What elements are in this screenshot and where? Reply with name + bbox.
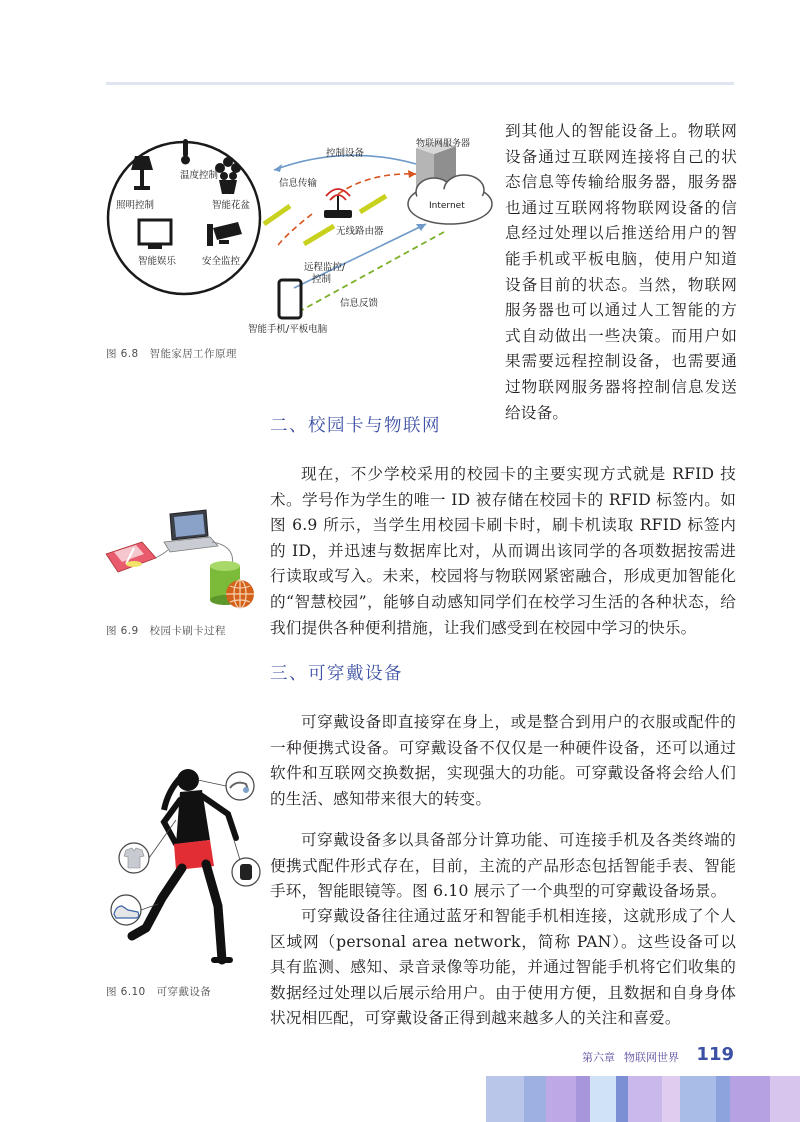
caption-number: 图 6.8 xyxy=(106,348,139,360)
card-reader-icon xyxy=(106,542,156,572)
top-rule xyxy=(106,82,734,85)
caption-6-8 xyxy=(106,346,237,361)
caption-6-9 xyxy=(106,623,226,638)
label-remote-monitor: 远程监控/ xyxy=(304,262,346,273)
label-smart-flowerpot: 智能花盆 xyxy=(212,200,251,211)
smart-shoe-icon xyxy=(111,895,141,925)
internet-cloud-icon xyxy=(408,175,492,224)
figure-6-9-campus-card xyxy=(104,506,264,616)
section-heading-wearable: 三、可穿戴设备 xyxy=(270,664,403,684)
paragraph-wearable-intro: 可穿戴设备即直接穿在身上，或是整合到用户的衣服或配件的一种便携式设备。可穿戴设备不仅仅是一种硬件设备，还可以通过软件和互联网交换数据，实现强大的功能。可穿戴设备将会给人们的生活、感知带来很大的转变。 xyxy=(270,713,736,808)
wireless-bolt-right xyxy=(360,196,386,212)
caption-number: 图 6.9 xyxy=(106,625,139,637)
figure-6-10-wearable xyxy=(106,760,266,975)
caption-text: 智能家居工作原理 xyxy=(149,348,237,360)
caption-6-10 xyxy=(106,984,211,999)
label-temp-control: 温度控制 xyxy=(180,170,219,181)
figure-6-8-smart-home xyxy=(104,116,499,336)
label-control-device: 控制设备 xyxy=(326,148,365,159)
label-internet: Internet xyxy=(429,201,465,211)
caption-text: 校园卡刷卡过程 xyxy=(149,625,226,637)
label-info-transfer: 信息传输 xyxy=(279,178,318,189)
label-info-feedback: 信息反馈 xyxy=(340,298,379,309)
wireless-bolt-left xyxy=(264,206,290,224)
paragraph-wearable-forms: 可穿戴设备多以具备部分计算功能、可连接手机及各类终端的便携式配件形式存在，目前，主流的产品形态包括智能手表、智能手环，智能眼镜等。图 6.10 展示了一个典型的可穿戴设备场景。 xyxy=(270,831,736,901)
laptop-icon xyxy=(164,510,218,552)
smart-glasses-icon xyxy=(226,772,254,800)
caption-number: 图 6.10 xyxy=(106,986,146,998)
label-remote-monitor-control: 控制 xyxy=(312,274,332,285)
label-security-monitor: 安全监控 xyxy=(202,256,241,267)
paragraph-campus-card: 现在，不少学校采用的校园卡的主要实现方式就是 RFID 技术。学号作为学生的唯一 ID 被存储在校园卡的 RFID 标签内。如图 6.9 所示，当学生用校园卡刷卡时，刷卡机读取 RFID 标签内的 ID，并迅速与数据库比对，从而调出该同学的各项数据按需进行读取或写入。未来，校园将与物联网紧密融合，形成更加智能化的“智慧校园”，能够自动感知同学们在校学习生活的各种状态，给我们提供各种便利措施，让我们感受到在校园中学习的快乐。 xyxy=(270,465,736,637)
paragraph-wearable-pan: 可穿戴设备往往通过蓝牙和智能手机相连接，这就形成了个人区域网（personal area network，简称 PAN）。这些设备可以具有监测、感知、录音录像等功能，并通过智能手机将它们收集的数据经过处理以后展示给用户。由于使用方便，且数据和自身身体状况相匹配，可穿戴设备正得到越来越多人的关注和喜爱。 xyxy=(270,907,736,1028)
label-light-control: 照明控制 xyxy=(116,200,155,211)
page-number: 119 xyxy=(696,1044,734,1065)
globe-icon xyxy=(226,580,254,608)
label-smart-entertainment: 智能娱乐 xyxy=(138,256,177,267)
running-footer xyxy=(573,1049,679,1065)
footer-chapter: 第六章 xyxy=(582,1051,615,1064)
smart-shirt-icon xyxy=(119,843,149,873)
label-smartphone-tablet: 智能手机/平板电脑 xyxy=(248,324,328,335)
caption-text: 可穿戴设备 xyxy=(156,986,212,998)
paragraph-iot-server: 到其他人的智能设备上。物联网设备通过互联网连接将自己的状态信息等传输给服务器，服务器也通过互联网将物联网设备的信息经过处理以后推送给用户的智能手机或平板电脑，使用户知道设备目前的状态。当然，物联网服务器也可以通过人工智能的方式自动做出一些决策。而用户如果需要远程控制设备，也需要通过物联网服务器将控制信息发送给设备。 xyxy=(505,122,737,422)
wireless-bolt-bottom xyxy=(304,226,334,244)
label-wireless-router: 无线路由器 xyxy=(336,226,384,237)
smart-watch-icon xyxy=(232,858,260,886)
section-heading-campus-card: 二、校园卡与物联网 xyxy=(270,416,441,436)
footer-color-stripes xyxy=(486,1076,800,1122)
label-iot-server: 物联网服务器 xyxy=(416,139,471,149)
footer-title: 物联网世界 xyxy=(624,1051,679,1064)
